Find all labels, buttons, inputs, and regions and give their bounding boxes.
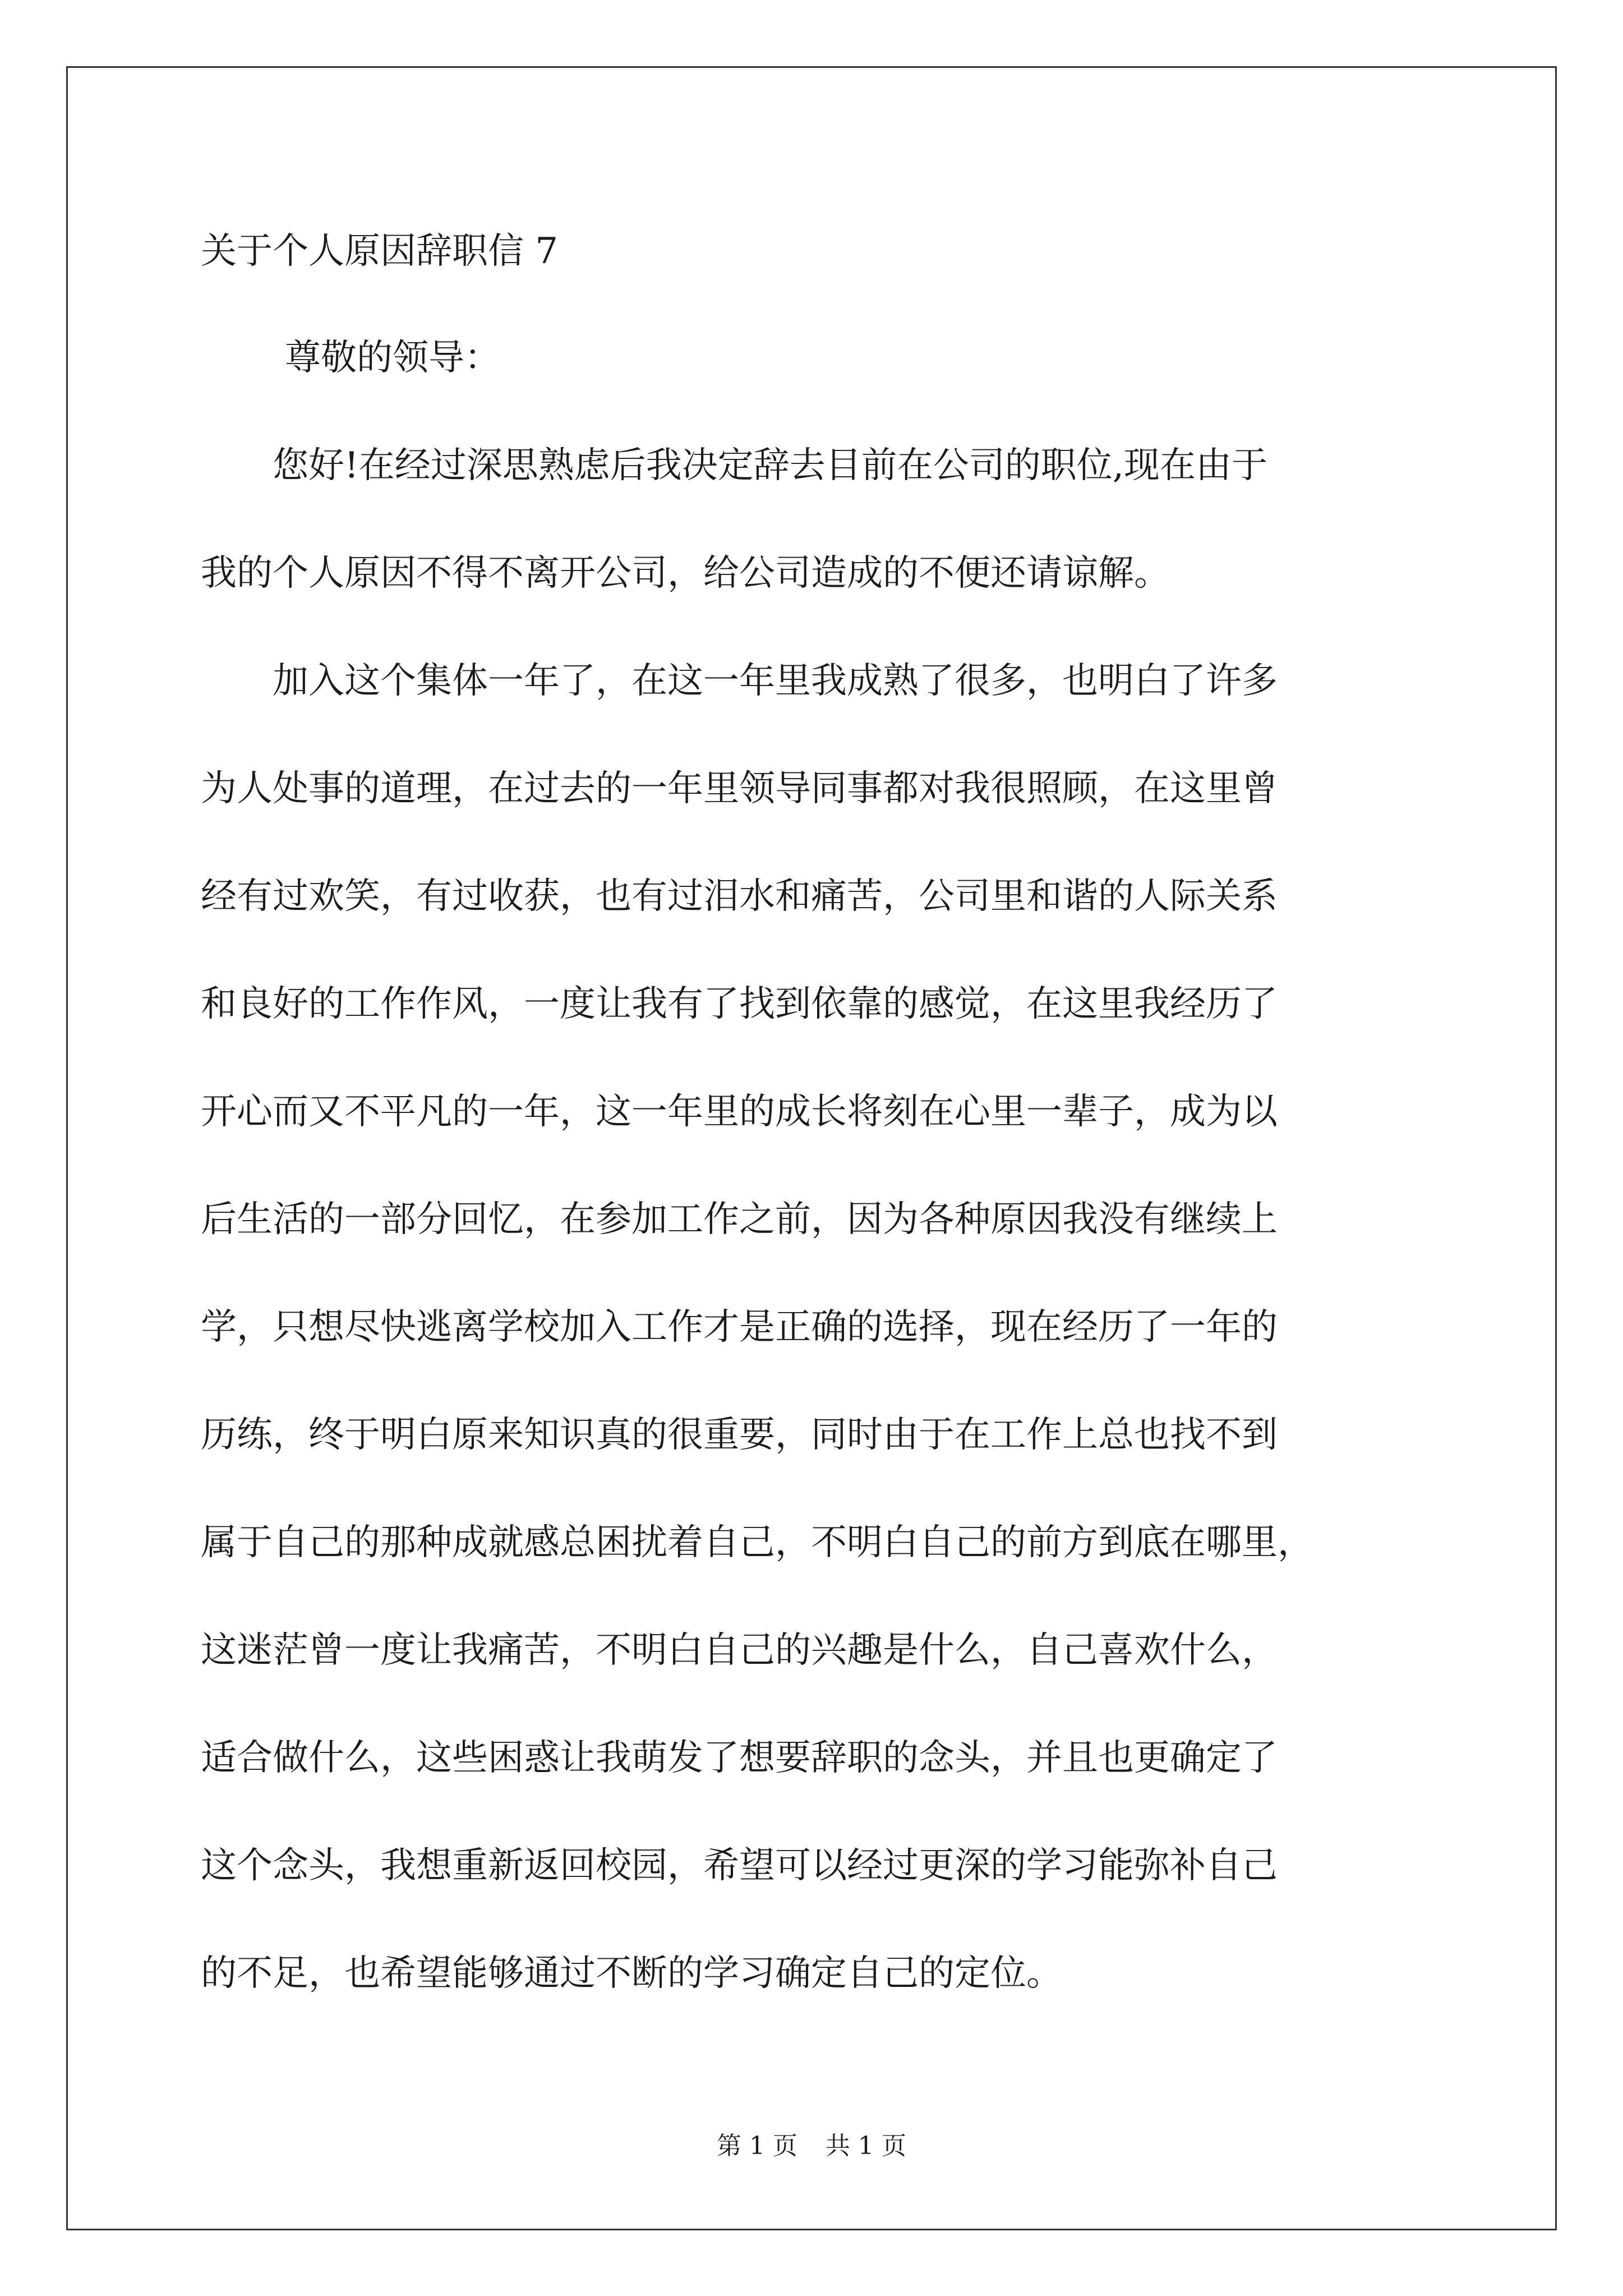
body-line: 加入这个集体一年了，在这一年里我成熟了很多，也明白了许多 [201,660,1278,702]
body-line: 和良好的工作作风，一度让我有了找到依靠的感觉，在这里我经历了 [201,983,1278,1025]
body-line: 这迷茫曾一度让我痛苦，不明白自己的兴趣是什么，自己喜欢什么， [201,1630,1278,1671]
page-number: 第 1 页 [717,2132,797,2160]
body-line: 为人处事的道理，在过去的一年里领导同事都对我很照顾，在这里曾 [201,768,1278,809]
body-line: 开心而又不平凡的一年，这一年里的成长将刻在心里一辈子，成为以 [201,1091,1278,1133]
body-line: 学，只想尽快逃离学校加入工作才是正确的选择，现在经历了一年的 [201,1306,1278,1348]
body-line: 属于自己的那种成就感总困扰着自己，不明白自己的前方到底在哪里， [201,1522,1313,1563]
body-line: 我的个人原因不得不离开公司，给公司造成的不便还请谅解。 [201,553,1170,594]
page-footer [0,2129,1623,2163]
salutation: 尊敬的领导： [285,337,500,379]
body-line: 经有过欢笑，有过收获，也有过泪水和痛苦，公司里和谐的人际关系 [201,876,1278,917]
body-line: 这个念头，我想重新返回校园，希望可以经过更深的学习能弥补自己 [201,1845,1278,1887]
document-title: 关于个人原因辞职信 7 [201,231,559,272]
body-line: 历练，终于明白原来知识真的很重要，同时由于在工作上总也找不到 [201,1414,1278,1456]
page-total: 共 1 页 [826,2132,906,2160]
body-line: 后生活的一部分回忆，在参加工作之前，因为各种原因我没有继续上 [201,1199,1278,1240]
body-line: 适合做什么，这些困惑让我萌发了想要辞职的念头，并且也更确定了 [201,1737,1278,1779]
body-line: 您好!在经过深思熟虑后我决定辞去目前在公司的职位,现在由于 [201,445,1268,486]
page-border [66,66,1557,2230]
body-line: 的不足，也希望能够通过不断的学习确定自己的定位。 [201,1953,1062,1994]
